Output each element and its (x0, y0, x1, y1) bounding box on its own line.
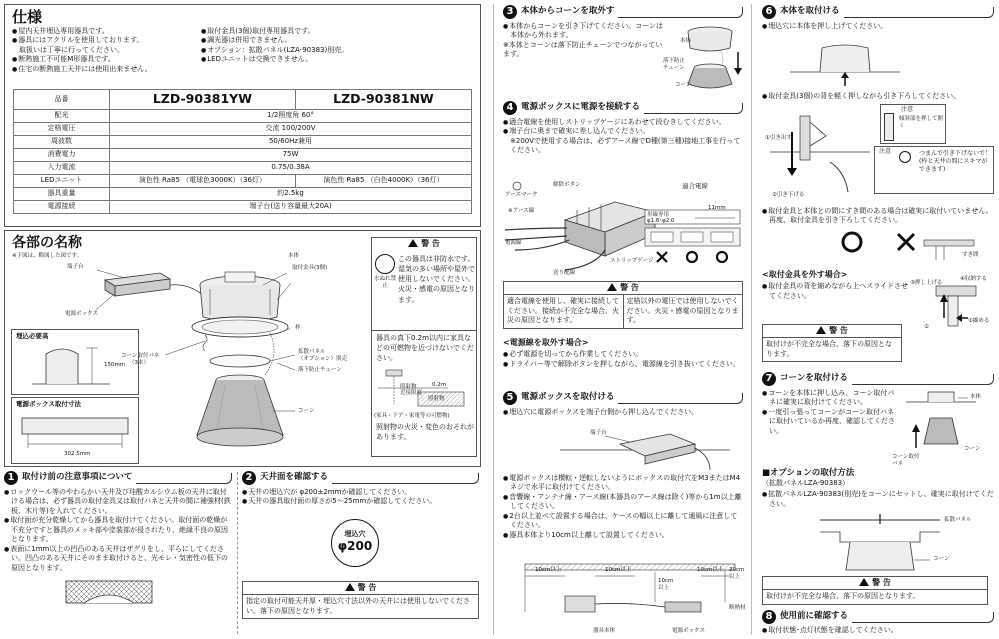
option-warning-head: 警 告 (872, 578, 891, 587)
bracket-removal-item: ● 取付金具の背を縮めながら上へスライドさせてください。 (762, 282, 912, 301)
section-8-item: ● 取付状態･点灯状態を確認してください。 (762, 626, 994, 635)
section-4-note: ※200Vで使用する場合は、必ずアース線でD種(第三種)接地工事を行ってください。 (510, 136, 741, 155)
section-5-item: ● 埋込穴に電源ボックスを端子台側から押し込んでください。 (503, 408, 743, 417)
spec-note: ● 取付金具(3個)取付専用器具です。 (201, 27, 471, 36)
section-6-number: 6 (762, 5, 776, 19)
spec-note: ● 住宅の断熱施工天井には使用出来ません。 (12, 65, 202, 74)
label-spring: コーン取付バネ (121, 353, 160, 359)
option-section (762, 468, 994, 509)
opt-label-cone: コーン (933, 556, 950, 562)
warning-triangle-icon (607, 283, 617, 291)
section-6-warning-head: 警 告 (829, 326, 848, 335)
s5-dist-5: 20cm以上 (729, 567, 745, 581)
spec-table (13, 89, 472, 214)
model-b: LZD-90381NW (295, 90, 471, 110)
fig-distance: 0.2m (432, 382, 447, 388)
section-4-item: ● 端子台に奥まで確実に差し込んでください。 (503, 127, 743, 136)
embed-height-box (11, 329, 139, 395)
section-8-heading (762, 610, 994, 624)
section-2-item: ● 天井の器具取付面の厚さが5～25mmか確認してください。 (242, 497, 479, 506)
section-1-title: 取付け前の注意事項について (22, 472, 133, 483)
label-chain: 落下防止チェーン (298, 367, 342, 373)
option-item: ● 拡散パネルLZA-90383(別売)をコーンにセットし、確実に取付けてください。 (762, 490, 994, 509)
s4-label-diam: φ1.6･φ2.0 (647, 218, 675, 224)
s6-label-pull2: ②引き下げる (772, 192, 805, 198)
section-1-number: 1 (4, 471, 18, 485)
section-2-heading (242, 471, 479, 485)
section-4-number: 4 (503, 101, 517, 115)
s6-label-push: ③押し上げる (910, 280, 943, 286)
section-2-warning-text: 指定の取付可能天井厚・埋込穴寸法以外の天井には使用しないでください。落下の原因となります。 (246, 597, 470, 615)
spec-label: 配光 (14, 110, 110, 123)
s5-dist-2: 10cm以上 (605, 567, 632, 573)
option-warning-text: 取付けが不完全な場合、落下の原因となります。 (766, 592, 920, 601)
hole-label: 埋込穴 (344, 529, 366, 538)
section-5-item: ● 電源ボックスは横転・逆転しないようにボックスの取付穴をM3またはM4ネジで水平に取付けてください。 (503, 474, 743, 493)
section-3-note: ※本体とコーンは落下防止チェーンでつながっています。 (503, 40, 663, 59)
spec-value: 0.75/0.38A (110, 162, 472, 175)
s6-label-gap: すき間 (962, 252, 979, 258)
power-box-size-title: 電源ボックス取付寸法 (16, 400, 81, 408)
spec-label: 周波数 (14, 136, 110, 149)
label-spring-count: （3本） (129, 360, 149, 366)
spec-value: 約2.5kg (110, 188, 472, 201)
section-5 (503, 391, 743, 417)
section-6-warning (762, 324, 902, 362)
option-warning (762, 576, 988, 605)
panel-attach-diagram (800, 512, 950, 576)
section-4-title: 電源ボックスに電源を接続する (521, 102, 640, 113)
section-1 (4, 471, 232, 609)
section-2 (242, 471, 479, 619)
label-panel: 拡散パネル (298, 349, 326, 355)
spec-value: 端子台(送り容量最大20A) (110, 201, 472, 214)
parts-warning-3: 照射物の火災・変色のおそれがあります。 (376, 423, 474, 442)
spec-label: 電源接続 (14, 201, 110, 214)
caution-1-text: 傾斜部を押して開く (899, 116, 944, 130)
parts-panel (4, 230, 481, 467)
opt-label-panel: 拡散パネル (944, 517, 972, 523)
spec-panel (4, 4, 481, 227)
section-5-item: ● 音響線・アンテナ線・アース線(本器具のアース線は除く)等から1m以上離してください。 (503, 493, 743, 512)
section-7-item: ● コーンを本体に押し込み、コーン取付バネに確実に取付けてください。 (762, 389, 898, 408)
spec-value: 交流 100/200V (110, 123, 472, 136)
option-subtitle: （拡散パネルLZA-90383） (762, 479, 850, 488)
parts-warning-head (372, 238, 476, 250)
s7-label-spring: コーン取付バネ (892, 454, 920, 468)
section-2-warning (242, 581, 479, 619)
bracket-detail-icon (884, 113, 894, 141)
s7-label-body: 本体 (970, 394, 982, 400)
spec-table-wrap (13, 89, 472, 214)
section-4 (503, 101, 743, 156)
section-5-item: ● 2台以上並べて設置する場合は、ケースの幅以上に離して通風に注意してください。 (503, 512, 743, 531)
embed-height-value: 150mm (104, 362, 126, 368)
prohibited-icon (899, 151, 911, 163)
section-4-warning-left: 適合電線を使用し、確実に接続してください。接続が不完全な場合、火災の原因となります。 (504, 295, 624, 327)
s4-label-wire: 電源線 (505, 240, 522, 246)
caution-1-head: 注意 (901, 106, 914, 113)
power-box-size-value: 302.5mm (64, 451, 91, 457)
wire-removal-item: ● ドライバー等で解除ボタンを押しながら、電源線を引き抜いてください。 (503, 360, 743, 369)
spec-value: 演色性 Ra85 （白色4000K）（36灯） (295, 175, 471, 188)
bracket-removal-title: <取付金具を外す場合> (762, 270, 848, 279)
s6-label-store: ④収納する (960, 276, 987, 282)
spec-notes-left (12, 27, 202, 74)
spec-label: LEDユニット (14, 175, 110, 188)
s4-label-len: 11mm (708, 205, 726, 211)
s5-dist-3: 10cm以上 (658, 578, 674, 592)
section-6-title: 本体を取付ける (780, 6, 840, 17)
warning-triangle-icon (345, 583, 355, 591)
s6-label-step2: ② (924, 324, 929, 330)
s5-label-body: 器具本体 (593, 628, 616, 634)
spec-value: 演色性 Ra85 （電球色3000K）（36灯） (110, 175, 296, 188)
parts-warning-box (371, 237, 477, 457)
wire-removal (503, 338, 743, 369)
s4-label-feed: 送り配線 (553, 270, 576, 276)
spec-label: 品番 (14, 90, 110, 110)
section-2-number: 2 (242, 471, 256, 485)
bracket-removal-diagram (918, 278, 994, 342)
section-5-item: ● 器具本体より10cm以上離して設置してください。 (503, 531, 743, 540)
section-6-item: ● 取付金具(3個)の背を軽く押しながら引き下ろしてください。 (762, 92, 994, 101)
parts-warning-2: 器具の真下0.2m以内に家具などの可燃物を近づけないでください。 (376, 334, 474, 363)
section-8-title: 使用前に確認する (780, 611, 849, 622)
s4-label-earth: アースマーク (505, 192, 538, 198)
section-6-warning-text: 取付けが不完全な場合、落下の原因となります。 (766, 340, 892, 358)
label-cone: コーン (298, 408, 315, 414)
section-3-heading (503, 5, 743, 19)
hole-circle (331, 519, 379, 567)
uneven-ceiling-diagram (64, 579, 154, 609)
section-4-warning-right: 定格以外の電圧では使用しないでください。火災・感電の原因となります。 (626, 297, 739, 325)
no-water-icon (375, 254, 395, 274)
hole-value: φ200 (337, 538, 373, 553)
section-8 (762, 610, 994, 635)
section-5-items2 (503, 474, 743, 540)
power-box-size-box (11, 397, 139, 464)
section-6-item: ● 埋込穴に本体を押し上げてください。 (762, 22, 994, 31)
section-7-number: 7 (762, 372, 776, 386)
body-push-diagram (790, 34, 900, 90)
spec-value: 1/2照度角 60° (110, 110, 472, 123)
caution-1-box (880, 104, 946, 144)
wire-removal-title: <電源線を取外す場合> (503, 338, 589, 347)
spec-notes-right (201, 27, 471, 65)
bracket-pull-diagram (770, 112, 880, 202)
spec-label: 器具重量 (14, 188, 110, 201)
spec-label: 入力電流 (14, 162, 110, 175)
spec-label: 定格電圧 (14, 123, 110, 136)
fig-flammables: (家具・ドア・家電等の可燃物) (374, 413, 450, 419)
s6-label-pull1: ①引き出す (765, 135, 792, 141)
parts-subtitle: ※下図は、略図した図です。 (12, 253, 83, 259)
spec-value: 75W (110, 149, 472, 162)
spec-note: ● オプション：拡散パネル(LZA-90383)別売。 (201, 46, 471, 55)
s4-label-wire-title: 適合電線 (682, 182, 708, 190)
s3-label-body: 本体 (680, 38, 692, 44)
section-5-number: 5 (503, 391, 517, 405)
parts-warning-1: この器具は非防水です。湿気の多い場所や屋外で使用しないでください。火災・感電の原因となります。 (398, 255, 475, 304)
wire-removal-item: ● 必ず電源を切ってから作業してください。 (503, 350, 743, 359)
spec-title: 仕様 (12, 8, 43, 26)
label-body: 本体 (288, 253, 300, 259)
spec-note: ● 調光器は併用できません。 (201, 36, 471, 45)
section-4-heading (503, 101, 743, 115)
section-2-warning-head: 警 告 (357, 582, 377, 592)
s5-label-terminal: 端子台 (590, 430, 607, 436)
section-3-item: ● 本体からコーンを引き下げてください。コーンは本体から外れます。 (503, 22, 668, 41)
s5-dist-4: 10cm以上 (697, 567, 724, 573)
section-2-item: ● 天井の埋込穴が φ200±2mmか確認してください。 (242, 488, 479, 497)
fig-irradiated: 照射物 (400, 384, 417, 390)
spec-value: 50/60Hz兼用 (110, 136, 472, 149)
fig-irradiated-2: 照射物 (428, 396, 445, 402)
section-5-heading (503, 391, 743, 405)
bracket-removal (762, 270, 912, 301)
warning-triangle-icon (816, 326, 826, 334)
section-1-heading (4, 471, 232, 485)
power-box-insert-diagram (560, 430, 730, 476)
embed-height-title: 埋込必要高 (16, 332, 49, 340)
s4-label-gauge: ストリップゲージ (610, 258, 654, 264)
s5-dist-1: 10cm以上 (535, 567, 562, 573)
spec-label: 消費電力 (14, 149, 110, 162)
option-title: ■オプションの取付方法 (762, 468, 855, 478)
s5-label-pbox: 電源ボックス (672, 628, 705, 634)
embed-height-diagram (32, 344, 112, 390)
section-7-title: コーンを取付ける (780, 373, 848, 384)
section-5-title: 電源ボックスを取付ける (521, 392, 615, 403)
warning-triangle-icon (859, 578, 869, 586)
label-panel-note: （オプション）別売 (298, 356, 348, 362)
spec-note: ● 器具にはアクリルを使用しております。 (12, 36, 202, 45)
s4-label-release: 解除ボタン (553, 182, 581, 188)
label-bracket: 取付金具(3個) (292, 265, 328, 271)
section-7-item: ● 一度引っ張ってコーンがコーン取付バネに取付いているか再度、確認してください。 (762, 408, 898, 436)
model-a: LZD-90381YW (110, 90, 296, 110)
caution-2-text: つまんで引き下げないで！(枠と天井の間にスキマができます) (919, 150, 992, 173)
label-power-box: 電源ボックス (65, 311, 98, 317)
section-4-item: ● 適合電線を使用しストリップゲージにあわせて段むきしてください。 (503, 118, 743, 127)
s3-label-cone: コーン (675, 82, 692, 88)
spec-note: ● LEDユニットは交換できません。 (201, 55, 471, 64)
distance-diagram (378, 368, 472, 412)
label-frame: 枠 (295, 325, 301, 331)
spec-note: 取扱いは丁寧に行ってください。 (19, 45, 124, 54)
section-1-item: ● ロックウール等のやわらかい天井及び珪酸カルシウム板の天井に取付ける場合は、必ず器具の取付金具又は取付バネと天井の間に補強材(鉄板、木片等)を入れてください。 (4, 488, 232, 516)
s4-label-single: 単線専用 (647, 212, 670, 218)
section-6 (762, 5, 994, 31)
section-1-item: ● 取付面が充分乾燥してから器具を取付けてください。取付面の乾燥が不充分ですと器具のメッキ部や塗装部が侵されたり、絶縁不良の原因となります。 (4, 516, 232, 544)
s6-label-shrink: ①縮める (968, 318, 990, 324)
section-2-title: 天井面を確認する (260, 472, 329, 483)
section-8-number: 8 (762, 610, 776, 624)
spec-note: ● 屋内天井埋込専用器具です。 (12, 27, 202, 36)
parts-title: 各部の名称 (12, 235, 82, 251)
s7-label-cone: コーン (964, 446, 981, 452)
warning-triangle-icon (408, 239, 418, 247)
label-terminal: 端子台 (67, 264, 84, 270)
section-7-heading (762, 372, 994, 386)
section-6-heading (762, 5, 994, 19)
spec-note: ● 断熱施工不可能M形器具です。 (12, 55, 202, 64)
caution-2-box (874, 146, 994, 194)
section-3-title: 本体からコーンを取外す (521, 6, 615, 17)
parts-warning-head-text: 警 告 (421, 239, 440, 248)
section-4-warning (503, 281, 743, 329)
section-4-warning-head: 警 告 (620, 283, 639, 292)
s4-label-earthwire: ※アース線 (508, 208, 535, 214)
section-1-item: ● 表面に1mm以上の凹凸のある天井はザグリをし、平らにしてください。凹凸のある天井にそのまま取付けると、光モレ・気密性の低下の原因となります。 (4, 545, 232, 573)
s3-label-chain: 落下防止チェーン (663, 58, 686, 72)
caution-2-head: 注意 (879, 148, 892, 155)
no-water-label: 水ぬれ禁止 (373, 276, 396, 290)
section-6-item: ● 取付金具と本体との間にすき間のある場合は確実に取付いていません。再度、取付金具を引き下ろしてください。 (762, 207, 994, 226)
fig-limit: 近接限度 (400, 390, 423, 396)
section-3-number: 3 (503, 5, 517, 19)
s5-label-insulation: 断熱材 (729, 605, 746, 611)
